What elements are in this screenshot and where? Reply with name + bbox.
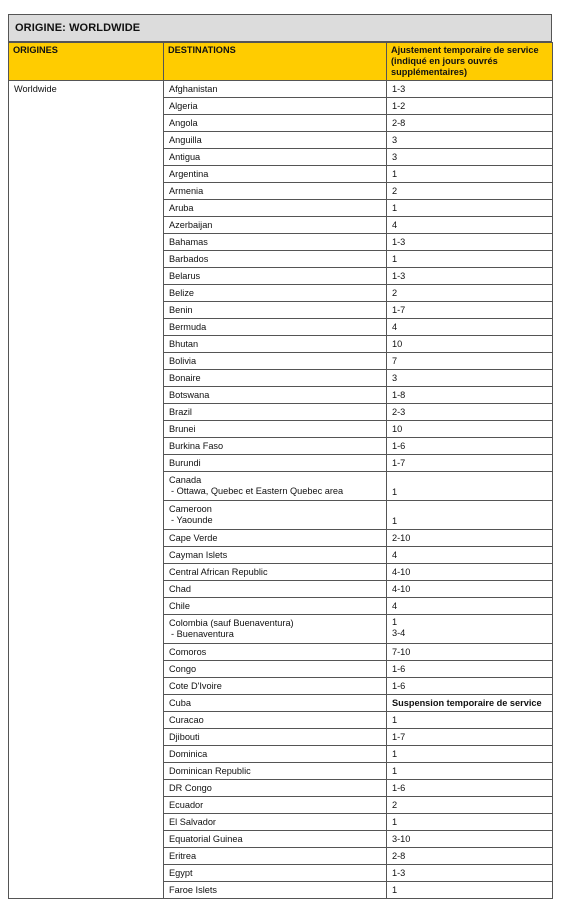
adjustment-value: 1-3: [392, 83, 406, 94]
adjustment-value: 1-7: [392, 457, 406, 468]
adjustment-value: 1-2: [392, 100, 406, 111]
adjustment-cell: [387, 200, 553, 217]
destination-cell: [164, 132, 387, 149]
adjustment-cell: [387, 404, 553, 421]
adjustment-cell: [387, 319, 553, 336]
destination-cell: [164, 882, 387, 899]
adjustment-value: 1-7: [392, 731, 406, 742]
destination-name: Anguilla: [169, 134, 202, 145]
header-adjustment: Ajustement temporaire de service (indiqué en jours ouvrés supplémentaires): [387, 43, 553, 81]
adjustment-cell: [387, 547, 553, 564]
destination-name: Egypt: [169, 867, 193, 878]
adjustment-value: 1: [392, 516, 398, 526]
destination-name: Cote D'Ivoire: [169, 680, 222, 691]
adjustment-cell: [387, 712, 553, 729]
destination-cell: [164, 81, 387, 98]
destination-cell: [164, 200, 387, 217]
destination-cell: [164, 268, 387, 285]
adjustment-value: 10: [392, 423, 403, 434]
destination-cell: [164, 865, 387, 882]
destination-cell: [164, 530, 387, 547]
adjustment-cell: [387, 387, 553, 404]
adjustment-value: 1-3: [392, 270, 406, 281]
destination-cell: [164, 678, 387, 695]
destination-cell: [164, 251, 387, 268]
destination-cell: [164, 166, 387, 183]
adjustment-cell: [387, 797, 553, 814]
adjustment-value: 4-10: [392, 566, 411, 577]
destination-name: Belarus: [169, 270, 201, 281]
adjustment-value: 4: [392, 219, 398, 230]
adjustment-value: 3: [392, 151, 398, 162]
destination-cell: [164, 746, 387, 763]
adjustment-value: 1-6: [392, 663, 406, 674]
destination-cell: [164, 712, 387, 729]
destination-cell: [164, 387, 387, 404]
adjustment-value: 10: [392, 338, 403, 349]
adjustment-cell: [387, 302, 553, 319]
adjustment-cell: [387, 882, 553, 899]
service-adjustment-document: [8, 14, 552, 899]
destination-subarea: - Buenaventura: [171, 629, 234, 639]
adjustment-value: 1-6: [392, 782, 406, 793]
adjustment-value: 3: [392, 372, 398, 383]
destination-name: Colombia (sauf Buenaventura): [169, 618, 294, 628]
adjustment-cell: [387, 814, 553, 831]
destination-cell: [164, 763, 387, 780]
adjustment-cell: [387, 472, 553, 501]
adjustment-value: 4: [392, 321, 398, 332]
destination-name: Azerbaijan: [169, 219, 213, 230]
adjustment-cell: [387, 98, 553, 115]
adjustment-value: Suspension temporaire de service: [392, 697, 542, 708]
adjustment-value: 2-8: [392, 850, 406, 861]
adjustment-cell: [387, 598, 553, 615]
adjustment-cell: [387, 234, 553, 251]
adjustment-value: 4-10: [392, 583, 411, 594]
adjustment-value: 3-10: [392, 833, 411, 844]
destination-name: Armenia: [169, 185, 204, 196]
destination-name: DR Congo: [169, 782, 212, 793]
adjustment-cell: [387, 166, 553, 183]
adjustment-value: 4: [392, 549, 398, 560]
destination-cell: [164, 438, 387, 455]
adjustment-cell: [387, 149, 553, 166]
adjustment-value: 2-10: [392, 532, 411, 543]
adjustment-cell: [387, 353, 553, 370]
destination-cell: [164, 564, 387, 581]
adjustment-value: 1-8: [392, 389, 406, 400]
adjustment-value: 1: [392, 253, 398, 264]
destination-name: Central African Republic: [169, 566, 268, 577]
adjustment-cell: [387, 336, 553, 353]
destination-name: Argentina: [169, 168, 209, 179]
adjustment-value: 1: [392, 884, 398, 895]
destination-subarea: - Yaounde: [171, 515, 213, 525]
adjustment-cell: [387, 251, 553, 268]
destination-name: Canada: [169, 475, 202, 485]
destination-name: Brazil: [169, 406, 192, 417]
destination-cell: [164, 729, 387, 746]
adjustment-value: 4: [392, 600, 398, 611]
destination-name: Chile: [169, 600, 190, 611]
adjustment-value: 1: [392, 714, 398, 725]
adjustment-cell: [387, 455, 553, 472]
destination-cell: [164, 848, 387, 865]
adjustment-cell: [387, 763, 553, 780]
adjustment-cell: [387, 81, 553, 98]
destination-name: Barbados: [169, 253, 209, 264]
adjustment-value: 2: [392, 185, 398, 196]
destination-cell: [164, 547, 387, 564]
adjustment-value: 7: [392, 355, 398, 366]
destination-name: Burundi: [169, 457, 201, 468]
destinations-table: [8, 42, 553, 899]
destination-name: Botswana: [169, 389, 210, 400]
adjustment-cell: [387, 501, 553, 530]
adjustment-cell: [387, 729, 553, 746]
destination-name: Cayman Islets: [169, 549, 228, 560]
destination-cell: [164, 797, 387, 814]
destination-name: Cuba: [169, 697, 191, 708]
destination-cell: [164, 115, 387, 132]
destination-cell: [164, 615, 387, 644]
destination-cell: [164, 217, 387, 234]
adjustment-cell: [387, 115, 553, 132]
destination-cell: [164, 831, 387, 848]
adjustment-value: 1: [392, 202, 398, 213]
adjustment-cell: [387, 644, 553, 661]
section-title: ORIGINE: WORLDWIDE: [8, 14, 552, 42]
adjustment-cell: [387, 746, 553, 763]
adjustment-cell: [387, 865, 553, 882]
table-row: [9, 81, 553, 98]
destination-name: Faroe Islets: [169, 884, 217, 895]
destination-cell: [164, 336, 387, 353]
adjustment-cell: [387, 183, 553, 200]
destination-cell: [164, 404, 387, 421]
destination-cell: [164, 302, 387, 319]
destination-name: Dominican Republic: [169, 765, 251, 776]
destination-name: Benin: [169, 304, 193, 315]
adjustment-cell: [387, 132, 553, 149]
adjustment-cell: [387, 421, 553, 438]
destination-name: Cape Verde: [169, 532, 218, 543]
destination-cell: [164, 183, 387, 200]
adjustment-value: 1-6: [392, 440, 406, 451]
destination-name: Bhutan: [169, 338, 199, 349]
destination-name: Brunei: [169, 423, 196, 434]
adjustment-cell: [387, 285, 553, 302]
destination-name: Cameroon: [169, 504, 212, 514]
table-header-row: [9, 43, 553, 81]
destination-cell: [164, 149, 387, 166]
destination-name: Aruba: [169, 202, 194, 213]
adjustment-cell: [387, 581, 553, 598]
destination-cell: [164, 501, 387, 530]
destination-name: Afghanistan: [169, 83, 218, 94]
destination-name: El Salvador: [169, 816, 216, 827]
adjustment-cell: [387, 217, 553, 234]
destination-cell: [164, 598, 387, 615]
adjustment-cell: [387, 678, 553, 695]
origin-cell: Worldwide: [9, 81, 164, 899]
destination-name: Burkina Faso: [169, 440, 224, 451]
adjustment-cell: [387, 780, 553, 797]
adjustment-cell: [387, 695, 553, 712]
destination-name: Bonaire: [169, 372, 201, 383]
destination-name: Djibouti: [169, 731, 200, 742]
destination-cell: [164, 814, 387, 831]
table-body: [9, 81, 553, 899]
destination-name: Congo: [169, 663, 197, 674]
adjustment-value: 1-3: [392, 867, 406, 878]
adjustment-cell: [387, 848, 553, 865]
adjustment-cell: [387, 438, 553, 455]
adjustment-value: 1: [392, 765, 398, 776]
destination-subarea: - Ottawa, Quebec et Eastern Quebec area: [171, 486, 344, 496]
destination-name: Eritrea: [169, 850, 197, 861]
adjustment-value: 1-3: [392, 236, 406, 247]
adjustment-value: 1: [392, 168, 398, 179]
adjustment-value: 2-8: [392, 117, 406, 128]
adjustment-cell: [387, 370, 553, 387]
destination-name: Algeria: [169, 100, 198, 111]
header-destinations: DESTINATIONS: [164, 43, 387, 81]
destination-name: Angola: [169, 117, 198, 128]
adjustment-cell: [387, 661, 553, 678]
adjustment-value: 3: [392, 134, 398, 145]
adjustment-cell: [387, 564, 553, 581]
adjustment-value: 1: [392, 487, 398, 497]
adjustment-value: 2: [392, 799, 398, 810]
destination-name: Equatorial Guinea: [169, 833, 243, 844]
destination-cell: [164, 695, 387, 712]
destination-cell: [164, 319, 387, 336]
adjustment-cell: [387, 268, 553, 285]
adjustment-value: 1: [392, 617, 398, 627]
destination-name: Bolivia: [169, 355, 197, 366]
destination-name: Bahamas: [169, 236, 208, 247]
destination-cell: [164, 661, 387, 678]
adjustment-value: 1: [392, 816, 398, 827]
destination-cell: [164, 644, 387, 661]
destination-cell: [164, 421, 387, 438]
adjustment-value: 2: [392, 287, 398, 298]
destination-cell: [164, 98, 387, 115]
destination-name: Belize: [169, 287, 195, 298]
adjustment-cell: [387, 530, 553, 547]
adjustment-value: 2-3: [392, 406, 406, 417]
destination-cell: [164, 581, 387, 598]
adjustment-value: 1: [392, 748, 398, 759]
adjustment-cell: [387, 831, 553, 848]
destination-cell: [164, 472, 387, 501]
destination-name: Comoros: [169, 646, 207, 657]
destination-cell: [164, 370, 387, 387]
adjustment-value: 1-6: [392, 680, 406, 691]
adjustment-value: 7-10: [392, 646, 411, 657]
destination-cell: [164, 234, 387, 251]
destination-name: Chad: [169, 583, 191, 594]
destination-cell: [164, 285, 387, 302]
destination-cell: [164, 455, 387, 472]
destination-cell: [164, 780, 387, 797]
adjustment-value-secondary: 3-4: [392, 628, 406, 638]
destination-name: Ecuador: [169, 799, 204, 810]
destination-cell: [164, 353, 387, 370]
destination-name: Bermuda: [169, 321, 207, 332]
adjustment-value: 1-7: [392, 304, 406, 315]
adjustment-cell: [387, 615, 553, 644]
destination-name: Dominica: [169, 748, 208, 759]
destination-name: Curacao: [169, 714, 204, 725]
header-origins: ORIGINES: [9, 43, 164, 81]
destination-name: Antigua: [169, 151, 201, 162]
